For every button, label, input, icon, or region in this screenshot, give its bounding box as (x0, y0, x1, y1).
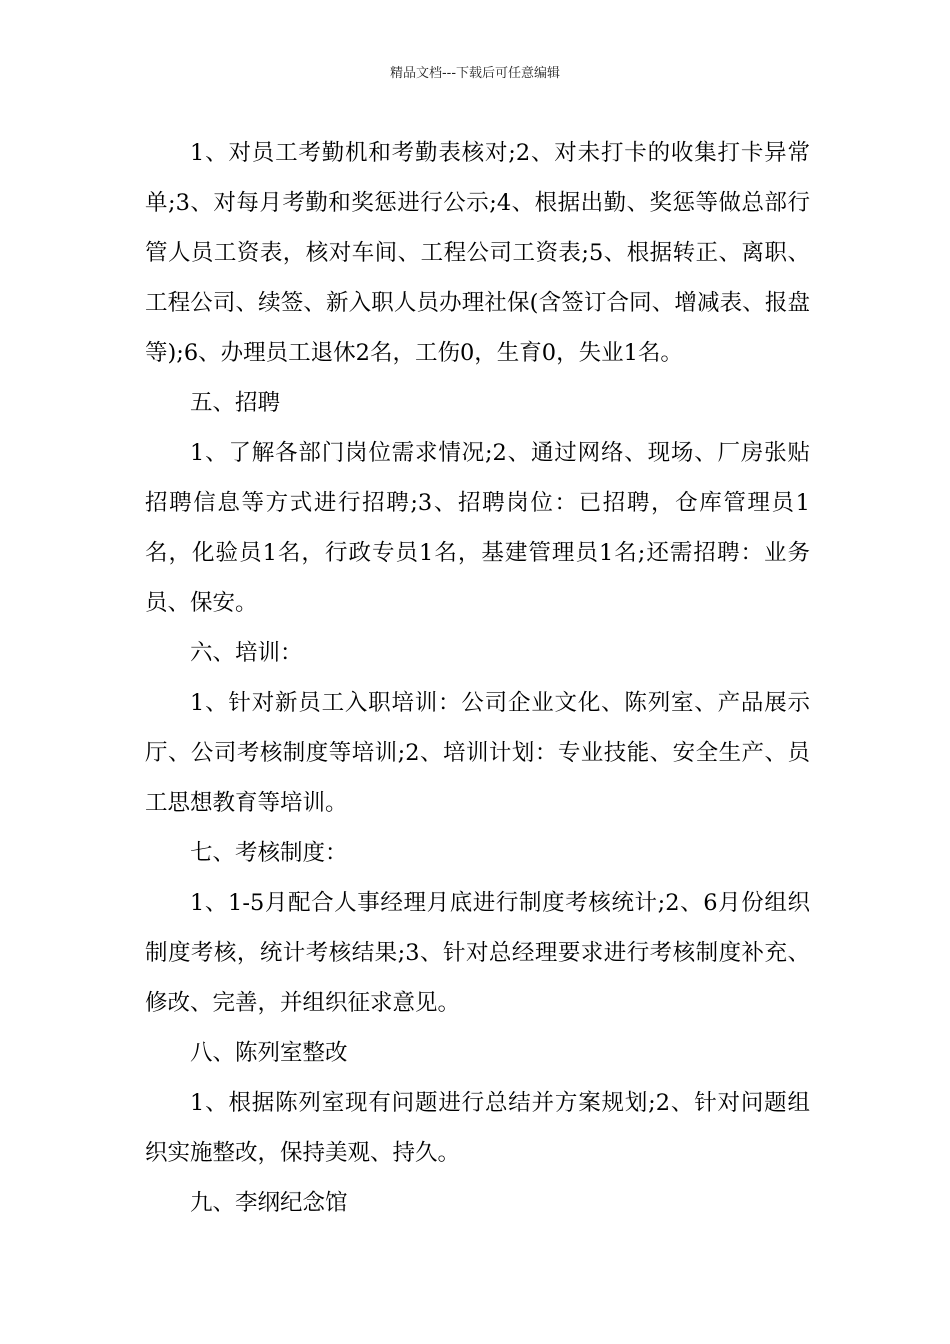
section-heading-training: 六、培训： (190, 640, 303, 666)
paragraph-showroom: 1、根据陈列室现有问题进行总结并方案规划;2、针对问题组织实施整改，保持美观、持久。 (145, 1090, 810, 1166)
section-heading-recruitment: 五、招聘 (190, 390, 281, 416)
page-header: 精品文档---下载后可任意编辑 (389, 66, 561, 81)
section-heading-memorial: 九、李纲纪念馆 (190, 1190, 348, 1216)
paragraph-assessment: 1、1-5月配合人事经理月底进行制度考核统计;2、6月份组织制度考核，统计考核结果;3、针对总经理要求进行考核制度补充、修改、完善，并组织征求意见。 (145, 890, 810, 1016)
section-heading-showroom: 八、陈列室整改 (190, 1040, 348, 1066)
paragraph-training: 1、针对新员工入职培训：公司企业文化、陈列室、产品展示厅、公司考核制度等培训;2、培训计划：专业技能、安全生产、员工思想教育等培训。 (145, 690, 810, 816)
document-body (145, 128, 810, 1228)
paragraph-recruitment: 1、了解各部门岗位需求情况;2、通过网络、现场、厂房张贴招聘信息等方式进行招聘;3、招聘岗位：已招聘，仓库管理员1名，化验员1名，行政专员1名，基建管理员1名;还需招聘：业务员、保安。 (145, 440, 810, 616)
section-heading-assessment: 七、考核制度： (190, 840, 348, 866)
paragraph-attendance: 1、对员工考勤机和考勤表核对;2、对未打卡的收集打卡异常单;3、对每月考勤和奖惩进行公示;4、根据出勤、奖惩等做总部行管人员工资表，核对车间、工程公司工资表;5、根据转正、离职、工程公司、续签、新入职人员办理社保(含签订合同、增减表、报盘等);6、办理员工退休2名，工伤0，生育0，失业1名。 (145, 140, 810, 366)
